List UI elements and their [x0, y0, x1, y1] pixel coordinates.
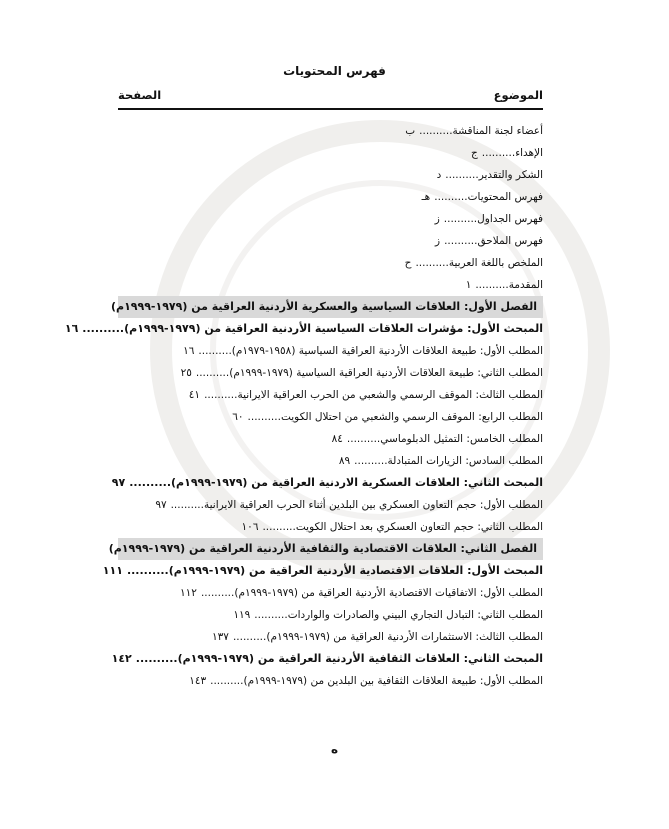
dot-leader: ..........: [443, 213, 478, 225]
toc-row: [64, 318, 543, 340]
dot-leader: ..........: [354, 455, 388, 467]
dot-leader: ..........: [198, 345, 232, 357]
toc-entry-title: المطلب الأول: حجم التعاون العسكري بين البلدين أثناء الحرب العراقية الايرانية: [203, 499, 543, 511]
toc-entry-title: الملخص باللغة العربية: [448, 257, 543, 269]
dot-leader: ..........: [475, 279, 509, 291]
toc-entry-title: الإهداء: [515, 147, 543, 159]
toc-row: [118, 582, 543, 604]
toc-entry-page: ح: [404, 257, 412, 269]
dot-leader: ..........: [444, 235, 478, 247]
toc-entry-title: المطلب الثاني: طبيعة العلاقات الأردنية العراقية السياسية (١٩٧٩-١٩٩٩م): [229, 367, 543, 379]
toc-row: [118, 494, 543, 516]
dot-leader: ..........: [445, 169, 479, 181]
toc-entry-title: المبحث الثاني: العلاقات العسكرية الاردنية العراقية من (١٩٧٩-١٩٩٩م): [171, 476, 543, 489]
toc-row: [118, 142, 543, 164]
column-header-topic: الموضوع: [493, 88, 543, 102]
dot-leader: ..........: [204, 389, 238, 401]
dot-leader: ..........: [415, 257, 449, 269]
toc-entry-page: ٨٩: [338, 455, 351, 467]
toc-entry-page: ب: [405, 125, 416, 137]
toc-entry-title: المبحث الأول: العلاقات الاقتصادية الأردنية العراقية من (١٩٧٩-١٩٩٩م): [168, 564, 543, 577]
toc-entry-page: ١١١: [102, 564, 123, 577]
dot-leader: ..........: [82, 322, 125, 335]
toc-entry-title: المطلب الخامس: التمثيل الدبلوماسي: [380, 433, 543, 445]
toc-entry-title: المطلب الثاني: التبادل التجاري البيني والصادرات والواردات: [287, 609, 543, 621]
toc-entry-page: ٩٧: [155, 499, 167, 511]
toc-row: [118, 516, 543, 538]
toc-entry-title: فهرس الملاحق: [477, 235, 543, 247]
toc-entry-title: المبحث الثاني: العلاقات الثقافية الأردنية العراقية من (١٩٧٩-١٩٩٩م): [177, 652, 543, 665]
toc-row: [118, 604, 543, 626]
toc-row: [111, 472, 543, 494]
toc-entry-page: ١: [465, 279, 472, 291]
toc-entry-page: ٩٧: [111, 476, 126, 489]
toc-row: [118, 384, 543, 406]
toc-entry-title: المطلب الثالث: الاستثمارات الأردنية العراقية من (١٩٧٩-١٩٩٩م): [266, 631, 543, 643]
dot-leader: ..........: [200, 587, 235, 599]
toc-row: [118, 670, 543, 692]
toc-entry-title: أعضاء لجنة المناقشة: [452, 125, 543, 137]
chapter-heading-row: [110, 296, 543, 318]
toc-entry-page: ١٤٣: [189, 675, 207, 687]
toc-entry-page: هـ: [421, 191, 431, 203]
dot-leader: ..........: [419, 125, 453, 137]
dot-leader: ..........: [126, 564, 169, 577]
dot-leader: ..........: [262, 521, 296, 533]
toc-row: [118, 428, 543, 450]
toc-entry-page: ج: [471, 147, 478, 159]
toc-entry-page: ١١٩: [233, 609, 251, 621]
dot-leader: ..........: [481, 147, 516, 159]
toc-entry-title: المبحث الأول: مؤشرات العلاقات السياسية الأردنية العراقية من (١٩٧٩-١٩٩٩م): [124, 322, 543, 335]
toc-entry-title: المطلب الأول: طبيعة العلاقات الأردنية العراقية السياسية (١٩٥٨-١٩٧٩م): [231, 345, 543, 357]
toc-entry-page: ١١٢: [180, 587, 197, 599]
toc-entry-title: الفصل الأول: العلاقات السياسية والعسكرية الأردنية العراقية من (١٩٧٩-١٩٩٩م): [110, 300, 537, 313]
toc-row: [118, 186, 543, 208]
toc-row: [118, 208, 543, 230]
toc-entry-title: الفصل الثاني: العلاقات الاقتصادية والثقافية الأردنية العراقية من (١٩٧٩-١٩٩٩م): [108, 542, 537, 555]
toc-entry-page: ١٠٦: [241, 521, 259, 533]
dot-leader: ..........: [129, 476, 172, 489]
toc-entry-page: ز: [434, 213, 440, 225]
dot-leader: ..........: [135, 652, 178, 665]
toc-entry-title: الشكر والتقدير: [478, 169, 543, 181]
toc-entry-page: ١٦: [64, 322, 79, 335]
toc-entry-title: المطلب الأول: الاتفاقيات الاقتصادية الأردنية العراقية من (١٩٧٩-١٩٩٩م): [234, 587, 543, 599]
toc-entry-page: ز: [435, 235, 441, 247]
toc-entry-page: ٤١: [188, 389, 201, 401]
toc-row: [118, 252, 543, 274]
toc-row: [118, 120, 543, 142]
dot-leader: ..........: [346, 433, 381, 445]
column-header-page: الصفحة: [118, 88, 162, 102]
toc-row: [118, 340, 543, 362]
dot-leader: ..........: [247, 411, 281, 423]
toc-entry-page: ٢٥: [180, 367, 192, 379]
chapter-heading-row: [108, 538, 543, 560]
dot-leader: ..........: [434, 191, 468, 203]
toc-entry-page: ١٤٢: [111, 652, 132, 665]
page-title: فهرس المحتويات: [283, 64, 386, 78]
toc-entry-title: المطلب السادس: الزيارات المتبادلة: [387, 455, 543, 467]
toc-entry-title: فهرس الجداول: [477, 213, 543, 225]
toc-entry-title: فهرس المحتويات: [467, 191, 543, 203]
dot-leader: ..........: [254, 609, 288, 621]
toc-entry-title: المقدمة: [508, 279, 543, 291]
toc-row: [102, 560, 543, 582]
toc-entry-page: ٨٤: [331, 433, 343, 445]
toc-entry-title: المطلب الرابع: الموقف الرسمي والشعبي من احتلال الكويت: [280, 411, 543, 423]
dot-leader: ..........: [170, 499, 204, 511]
toc-entry-page: ١٦: [183, 345, 195, 357]
toc-row: [118, 362, 543, 384]
toc-row: [118, 626, 543, 648]
dot-leader: ..........: [232, 631, 267, 643]
toc-entry-title: المطلب الأول: طبيعة العلاقات الثقافية بين البلدين من (١٩٧٩-١٩٩٩م): [243, 675, 543, 687]
table-of-contents: [64, 120, 543, 692]
toc-row: [118, 230, 543, 252]
dot-leader: ..........: [195, 367, 230, 379]
header-rule: [118, 108, 543, 110]
toc-entry-page: ٦٠: [232, 411, 244, 423]
toc-row: [118, 274, 543, 296]
toc-entry-title: المطلب الثالث: الموقف الرسمي والشعبي من الحرب العراقية الايرانية: [237, 389, 543, 401]
toc-row: [118, 406, 543, 428]
page-number: ه: [330, 742, 339, 756]
toc-entry-title: المطلب الثاني: حجم التعاون العسكري بعد احتلال الكويت: [295, 521, 543, 533]
toc-row: [118, 164, 543, 186]
toc-row: [118, 450, 543, 472]
dot-leader: ..........: [210, 675, 244, 687]
toc-row: [111, 648, 543, 670]
toc-entry-page: د: [436, 169, 442, 181]
toc-entry-page: ١٣٧: [212, 631, 229, 643]
